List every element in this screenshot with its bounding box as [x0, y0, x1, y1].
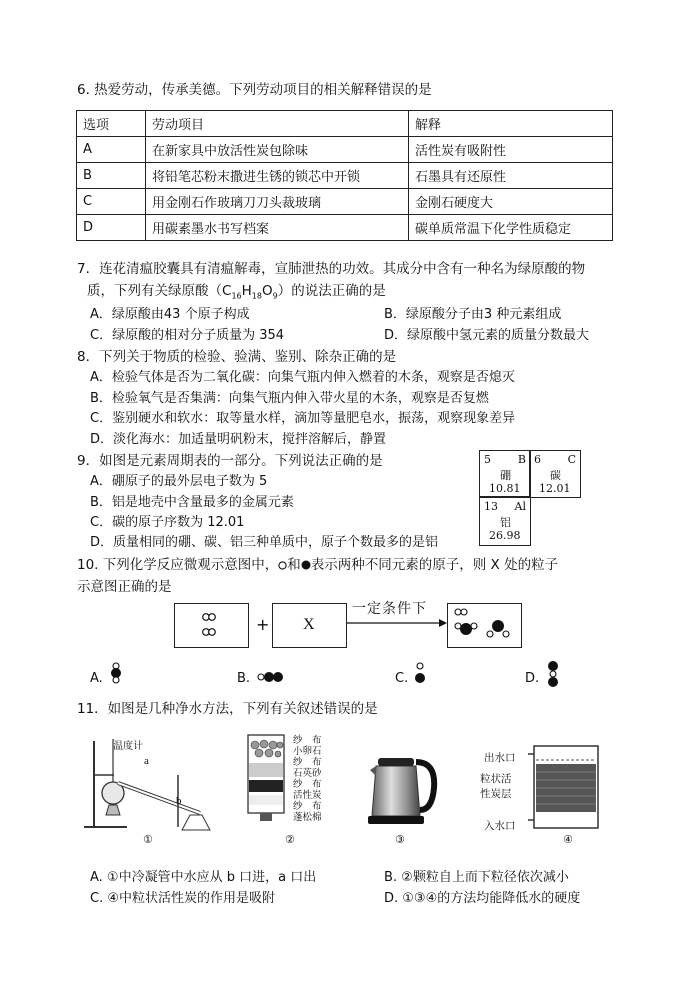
q7-option-b: B．绿原酸分子由3 种元素组成 — [384, 307, 562, 322]
table-cell: 用碳素墨水书写档案 — [146, 215, 409, 241]
q8-option-a: A．检验气体是否为二氧化碳：向集气瓶内伸入燃着的木条，观察是否熄灭 — [90, 370, 515, 385]
outlet-a-label: a — [144, 755, 149, 767]
o2-molecules-icon — [175, 604, 248, 647]
table-row — [77, 163, 613, 189]
table-header: 解释 — [409, 111, 613, 137]
table-cell: 将铅笔芯粉末撒进生锈的锁芯中开锁 — [146, 163, 409, 189]
table-cell: D — [77, 215, 146, 241]
element-cell-carbon — [529, 450, 581, 498]
formula-o: O — [261, 283, 273, 299]
reactant-box-x — [272, 603, 347, 648]
black-atom-icon — [301, 560, 311, 570]
figure-caption-4: ④ — [563, 833, 573, 846]
reaction-arrow-icon — [347, 617, 447, 629]
table-cell: 碳单质常温下化学性质稳定 — [409, 215, 613, 241]
atomic-mass: 26.98 — [489, 529, 521, 542]
activated-carbon-column-figure — [528, 742, 608, 834]
element-symbol: Al — [514, 500, 526, 513]
q10-line1-post: 表示两种不同元素的原子，则 X 处的粒子 — [310, 557, 559, 573]
table-header-row — [77, 111, 613, 137]
reactant-box-1 — [174, 603, 249, 648]
q10-option-c: C. — [395, 671, 409, 686]
figure-caption-1: ① — [143, 833, 153, 846]
table-row — [77, 137, 613, 163]
simple-water-filter-figure — [242, 733, 290, 833]
white-atom-icon — [278, 561, 287, 570]
atomic-number: 13 — [484, 500, 498, 513]
q6-table — [76, 110, 613, 241]
inlet-label: 入水口 — [484, 820, 516, 832]
filter-layer-label: 活性炭 — [293, 790, 322, 801]
atomic-mass: 10.81 — [489, 482, 521, 495]
figure-caption-2: ② — [285, 833, 295, 846]
table-cell: A — [77, 137, 146, 163]
figure-caption-3: ③ — [395, 833, 405, 846]
formula-subscript: 18 — [251, 291, 262, 301]
q10-line1-mid: 和 — [287, 557, 301, 573]
table-header: 选项 — [77, 111, 146, 137]
q9-option-b: B．铝是地壳中含量最多的金属元素 — [90, 495, 294, 510]
q10-line1 — [77, 553, 558, 573]
q10-line2: 示意图正确的是 — [77, 579, 172, 595]
option-d-molecule-icon — [542, 659, 562, 689]
table-cell: 活性炭有吸附性 — [409, 137, 613, 163]
option-b-molecule-icon — [256, 670, 290, 684]
filter-layer-label: 纱 布 — [293, 735, 322, 746]
q8-option-d: D．淡化海水：加适量明矾粉末，搅拌溶解后，静置 — [90, 432, 387, 447]
filter-layer-label: 纱 布 — [293, 757, 322, 768]
filter-layer-label: 纱 布 — [293, 779, 322, 790]
element-name: 碳 — [550, 469, 561, 482]
thermometer-label: 温度计 — [113, 741, 143, 752]
element-symbol: C — [567, 453, 576, 466]
element-name: 硼 — [500, 469, 511, 482]
q7-line2-post: ）的说法正确的是 — [277, 283, 386, 299]
q7-option-d: D．绿原酸中氢元素的质量分数最大 — [384, 328, 590, 343]
outlet-b-label: b — [176, 795, 182, 807]
atomic-number: 6 — [534, 453, 541, 466]
q9-option-a: A．硼原子的最外层电子数为 5 — [90, 474, 268, 489]
table-cell: C — [77, 189, 146, 215]
q9-option-d: D．质量相同的硼、碳、铝三种单质中，原子个数最多的是铝 — [90, 535, 439, 550]
q10-option-d: D. — [525, 671, 540, 686]
table-cell: 用金刚石作玻璃刀刀头裁玻璃 — [146, 189, 409, 215]
distillation-apparatus-figure — [82, 735, 222, 835]
table-row — [77, 215, 613, 241]
product-molecules-icon — [448, 604, 521, 647]
formula-h: H — [241, 283, 252, 299]
filter-layer-label: 石英砂 — [293, 768, 322, 779]
formula-subscript: 9 — [272, 291, 278, 301]
q8-stem: 8．下列关于物质的检验、验满、鉴别、除杂正确的是 — [77, 349, 397, 365]
q7-option-c: C．绿原酸的相对分子质量为 354 — [90, 328, 285, 343]
reaction-condition: 一定条件下 — [352, 601, 427, 617]
q11-option-d: D. ①③④的方法均能降低水的硬度 — [384, 891, 581, 906]
atomic-number: 5 — [484, 453, 491, 466]
filter-layer-label: 小卵石 — [293, 746, 322, 757]
table-cell: 在新家具中放活性炭包除味 — [146, 137, 409, 163]
q11-stem: 11．如图是几种净水方法，下列有关叙述错误的是 — [77, 701, 378, 717]
filter-layer-labels — [293, 735, 322, 823]
atomic-mass: 12.01 — [539, 482, 571, 495]
filter-layer-label: 蓬松棉 — [293, 812, 322, 823]
element-symbol: B — [517, 453, 526, 466]
carbon-layer-label-1: 粒状活 — [480, 773, 512, 785]
q7-line2 — [87, 279, 386, 301]
table-header: 劳动项目 — [146, 111, 409, 137]
unknown-x-label: X — [303, 616, 315, 633]
table-cell: B — [77, 163, 146, 189]
q7-option-a: A．绿原酸由43 个原子构成 — [90, 307, 250, 322]
option-c-molecule-icon — [412, 659, 432, 687]
q11-option-a: A. ①中冷凝管中水应从 b 口进，a 口出 — [90, 870, 317, 885]
filter-layer-label: 纱 布 — [293, 801, 322, 812]
q7-line2-pre: 质，下列有关绿原酸（C — [87, 283, 232, 299]
plus-sign: + — [256, 615, 270, 634]
formula-subscript: 16 — [231, 291, 242, 301]
q8-option-b: B．检验氧气是否集满：向集气瓶内伸入带火星的木条，观察是否复燃 — [90, 391, 489, 406]
element-cell-aluminium — [479, 496, 531, 546]
q7-line1: 7．连花清瘟胶囊具有清瘟解毒，宣肺泄热的功效。其成分中含有一种名为绿原酸的物 — [77, 261, 586, 277]
outlet-label: 出水口 — [484, 752, 516, 764]
periodic-table-fragment — [479, 450, 579, 546]
q11-option-c: C. ④中粒状活性炭的作用是吸附 — [90, 891, 275, 906]
q8-option-c: C．鉴别硬水和软水：取等量水样，滴加等量肥皂水，振荡，观察现象差异 — [90, 411, 516, 426]
q10-line1-pre: 10. 下列化学反应微观示意图中， — [77, 557, 279, 573]
table-row — [77, 189, 613, 215]
q10-option-b: B. — [237, 671, 251, 686]
table-cell: 石墨具有还原性 — [409, 163, 613, 189]
electric-kettle-figure — [366, 748, 438, 832]
table-cell: 金刚石硬度大 — [409, 189, 613, 215]
q10-option-a: A. — [90, 671, 103, 686]
carbon-layer-label-2: 性炭层 — [480, 788, 512, 800]
element-cell-boron — [479, 450, 531, 498]
q9-stem: 9．如图是元素周期表的一部分。下列说法正确的是 — [77, 453, 383, 469]
element-name: 铝 — [500, 516, 511, 529]
q6-stem: 6. 热爱劳动，传承美德。下列劳动项目的相关解释错误的是 — [77, 82, 432, 98]
product-box — [447, 603, 522, 648]
option-a-molecule-icon — [108, 659, 128, 687]
q11-option-b: B. ②颗粒自上而下粒径依次减小 — [384, 870, 569, 885]
q9-option-c: C．碳的原子序数为 12.01 — [90, 515, 245, 530]
